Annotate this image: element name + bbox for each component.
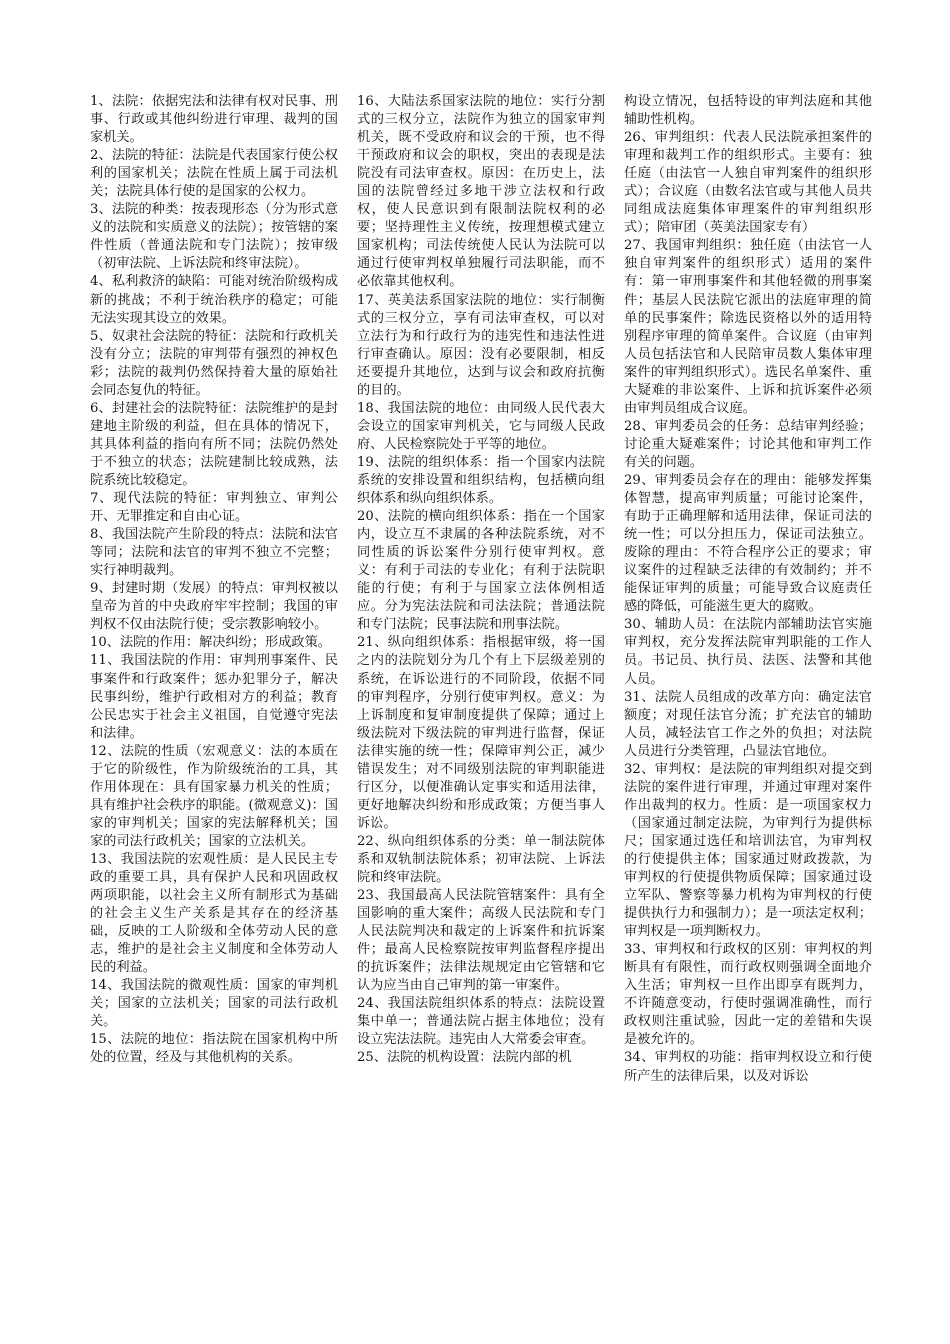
text-column-left <box>90 93 338 1068</box>
paragraph: 12、法院的性质（宏观意义：法的本质在于它的阶级性，作为阶级统治的工具，其作用体现在：具有国家暴力机关的性质；具有维护社会秩序的职能。(微观意义)：国家的审判机关；国家的宪法解释机关；国家的司法行政机关；国家的立法机关。 <box>90 743 338 849</box>
paragraph: 30、辅助人员：在法院内部辅助法官实施审判权，充分发挥法院审判职能的工作人员。书记员、执行员、法医、法警和其他人员。 <box>624 617 872 687</box>
paragraph: 9、封建时期（发展）的特点：审判权被以皇帝为首的中央政府牢牢控制；我国的审判权不仅由法院行使；受宗教影响较小。 <box>90 581 338 633</box>
paragraph: 26、审判组织：代表人民法院承担案件的审理和裁判工作的组织形式。主要有：独任庭（由法官一人独自审判案件的组织形式）；合议庭（由数名法官或与其他人员共同组成法庭集体审理案件的审判组织形式）；陪审团（英美法国家专有） <box>624 130 872 236</box>
paragraph: 27、我国审判组织：独任庭（由法官一人独自审判案件的组织形式）适用的案件有：第一审刑事案件和其他轻微的刑事案件；基层人民法院它派出的法庭审理的简单的民事案件；除选民资格以外的适用特别程序审理的简单案件。合议庭（由审判人员包括法官和人民陪审员数人集体审理案件的审判组织形式）。选民名单案件、重大疑难的非讼案件、上诉和抗诉案件必须由审判员组成合议庭。 <box>624 238 872 416</box>
paragraph: 31、法院人员组成的改革方向：确定法官额度；对现任法官分流；扩充法官的辅助人员，减轻法官工作之外的负担；对法院人员进行分类管理，凸显法官地位。 <box>624 689 872 759</box>
paragraph: 18、我国法院的地位：由同级人民代表大会设立的国家审判机关，它与同级人民政府、人民检察院处于平等的地位。 <box>357 400 605 452</box>
paragraph: 15、法院的地位：指法院在国家机构中所处的位置，经及与其他机构的关系。 <box>90 1032 338 1066</box>
paragraph: 11、我国法院的作用：审判刑事案件、民事案件和行政案件；惩办犯罪分子，解决民事纠纷，维护行政相对方的利益；教育公民忠实于社会主义祖国，自觉遵守宪法和法律。 <box>90 653 338 741</box>
paragraph: 19、法院的组织体系：指一个国家内法院系统的安排设置和组织结构，包括横向组织体系和纵向组织体系。 <box>357 454 605 507</box>
paragraph: 1、法院：依据宪法和法律有权对民事、刑事、行政或其他纠纷进行审理、裁判的国家机关。 <box>90 94 338 146</box>
paragraph: 28、审判委员会的任务：总结审判经验；讨论重大疑难案件；讨论其他和审判工作有关的问题。 <box>624 418 872 470</box>
paragraph: 8、我国法院产生阶段的特点：法院和法官等同；法院和法官的审判不独立不完整；实行神明裁判。 <box>90 527 338 579</box>
paragraph: 20、法院的横向组织体系：指在一个国家内，设立互不隶属的各种法院系统，对不同性质的诉讼案件分别行使审判权。意义：有利于司法的专业化；有利于法院职能的行使；有利于与国家立法体例相适应。分为宪法法院和司法法院；普通法院和专门法院；民事法院和刑事法院。 <box>357 509 605 633</box>
paragraph: 6、封建社会的法院特征：法院维护的是封建地主阶级的利益，但在具体的情况下，其具体利益的指向有所不同；法院仍然处于不独立的状态；法院建制比较成熟，法院系统比较稳定。 <box>90 400 338 488</box>
paragraph: 32、审判权：是法院的审判组织对提交到法院的案件进行审理，并通过审理对案件作出裁判的权力。性质：是一项国家权力（国家通过制定法院，为审判行为提供标尺；国家通过选任和培训法官，为审判权的行使提供主体；国家通过财政拨款，为审判权的行使提供物质保障；国家通过设立军队、警察等暴力机构为审判权的行使提供执行力和强制力）；是一项法定权利；审判权是一项判断权力。 <box>624 761 872 940</box>
paragraph: 23、我国最高人民法院管辖案件：具有全国影响的重大案件；高级人民法院和专门人民法院判决和裁定的上诉案件和抗诉案件；最高人民检察院按审判监督程序提出的抗诉案件；法律法规规定由它管辖和它认为应当由自己审判的第一审案件。 <box>357 888 605 994</box>
text-column-middle <box>357 93 605 1068</box>
text-column-right <box>624 93 872 1086</box>
paragraph: 34、审判权的功能：指审判权设立和行使所产生的法律后果，以及对诉讼 <box>624 1050 872 1084</box>
paragraph: 10、法院的作用：解决纠纷；形成政策。 <box>90 635 331 651</box>
paragraph: 2、法院的特征：法院是代表国家行使公权利的国家机关；法院在性质上属于司法机关；法院具体行使的是国家的公权力。 <box>90 148 338 200</box>
paragraph: 14、我国法院的微观性质：国家的审判机关；国家的立法机关；国家的司法行政机关。 <box>90 978 338 1030</box>
paragraph: 7、现代法院的特征：审判独立、审判公开、无罪推定和自由心证。 <box>90 491 338 525</box>
paragraph: 22、纵向组织体系的分类：单一制法院体系和双轨制法院体系；初审法院、上诉法院和终审法院。 <box>357 833 605 886</box>
paragraph: 21、纵向组织体系：指根据审级，将一国之内的法院划分为几个有上下层级差别的系统，在诉讼进行的不同阶段，依据不同的审判程序，分别行使审判权。意义：为上诉制度和复审制度提供了保障；通过上级法院对下级法院的审判进行监督，保证法律实施的统一性；保障审判公正，减少错误发生；对不同级别法院的审判职能进行区分，以便准确认定事实和适用法律，更好地解决纠纷和形成政策；方便当事人诉讼。 <box>357 635 605 831</box>
paragraph: 25、法院的机构设置：法院内部的机 <box>357 1050 572 1066</box>
paragraph: 13、我国法院的宏观性质：是人民民主专政的重要工具，具有保护人民和巩固政权两项职能，以社会主义所有制形式为基础的社会主义生产关系是其存在的经济基础，反映的工人阶级和全体劳动人民的意志，维护的是社会主义制度和全体劳动人民的利益。 <box>90 851 338 976</box>
paragraph: 29、审判委员会存在的理由：能够发挥集体智慧，提高审判质量；可能讨论案件，有助于正确理解和适用法律，保证司法的统一性；可以分担压力，保证司法独立。废除的理由：不符合程序公正的要求；审议案件的过程缺乏法律的有效制约；并不能保证审判的质量；可能导致合议庭责任感的降低，可能滋生更大的腐败。 <box>624 472 872 615</box>
paragraph: 33、审判权和行政权的区别：审判权的判断具有有限性，而行政权则强调全面地介入生活；审判权一旦作出即享有既判力，不许随意变动，行使时强调准确性，而行政权则注重试验，因此一定的差错和失误是被允许的。 <box>624 942 872 1048</box>
paragraph: 3、法院的种类：按表现形态（分为形式意义的法院和实质意义的法院）；按管辖的案件性质（普通法院和专门法院）；按审级（初审法院、上诉法院和终审法院）。 <box>90 202 338 272</box>
paragraph: 17、英美法系国家法院的地位：实行制衡式的三权分立，享有司法审查权，可以对立法行为和行政行为的违宪性和违法性进行审查确认。原因：没有必要限制，相反还要提升其地位，达到与议会和政府抗衡的目的。 <box>357 292 605 398</box>
paragraph: 构设立情况，包括特设的审判法庭和其他辅助性机构。 <box>624 94 872 128</box>
paragraph: 4、私利救济的缺陷：可能对统治阶级构成新的挑战；不利于统治秩序的稳定；可能无法实现其设立的效果。 <box>90 274 338 326</box>
paragraph: 16、大陆法系国家法院的地位：实行分割式的三权分立，法院作为独立的国家审判机关，既不受政府和议会的干预，也不得干预政府和议会的职权，突出的表现是法院没有司法审查权。原因：在历史上，法国的法院曾经过多地干涉立法权和行政权，使人民意识到有限制法院权利的必要；坚持理性主义传统，按理想模式建立国家机构；司法传统使人民认为法院可以通过行使审判权单独履行司法职能，而不必依靠其他权利。 <box>357 94 605 290</box>
paragraph: 24、我国法院组织体系的特点：法院设置集中单一；普通法院占据主体地位；没有设立宪法法院。违宪由人大常委会审查。 <box>357 996 605 1048</box>
paragraph: 5、奴隶社会法院的特征：法院和行政机关没有分立；法院的审判带有强烈的神权色彩；法院的裁判仍然保持着大量的原始社会同态复仇的特征。 <box>90 328 338 398</box>
